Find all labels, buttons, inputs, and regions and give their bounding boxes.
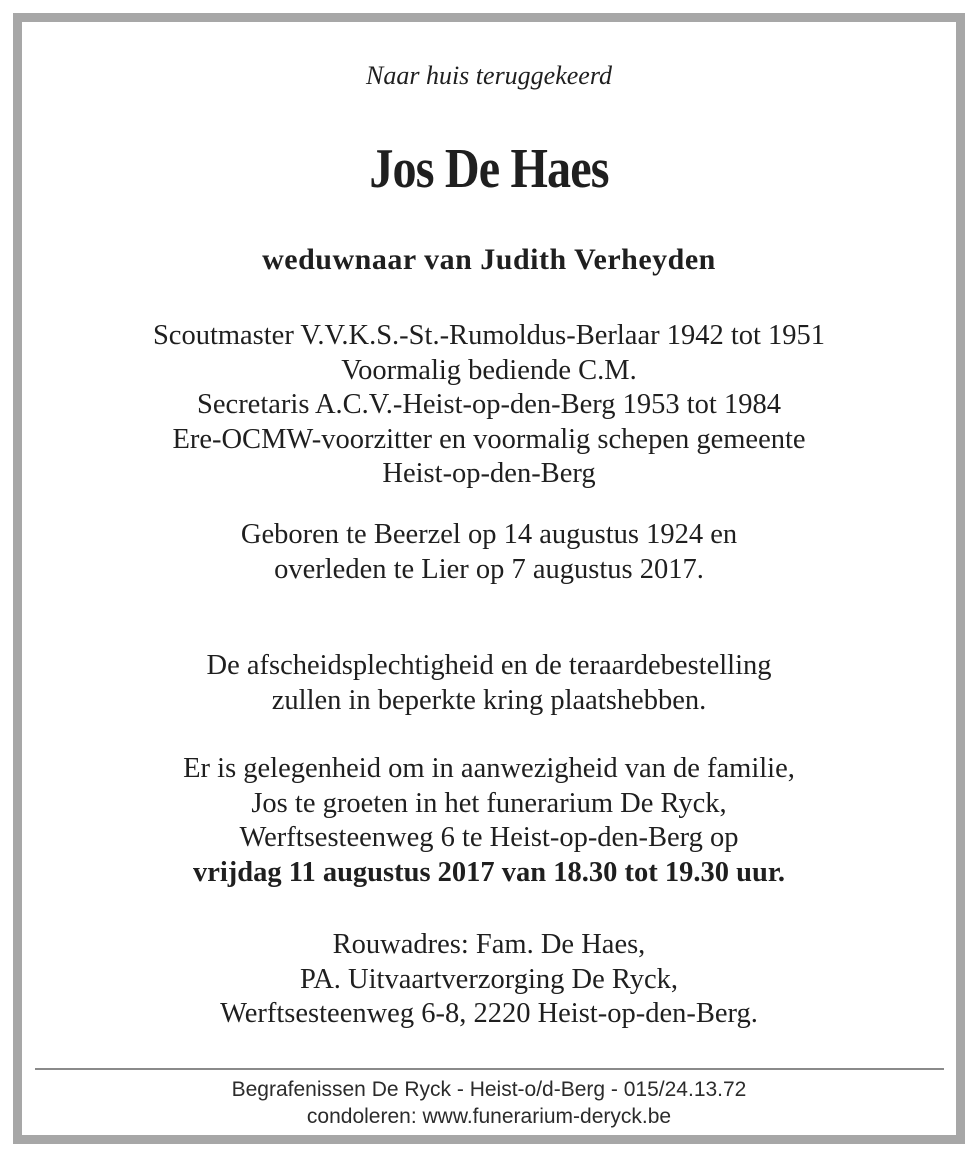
death-line: overleden te Lier op 7 augustus 2017. — [274, 553, 704, 585]
career-section — [22, 319, 956, 492]
condolence-link[interactable]: condoleren: www.funerarium-deryck.be — [306, 1105, 672, 1128]
visitation-line: Werftsesteenweg 6 te Heist-op-den-Berg op — [239, 822, 739, 853]
funeral-home-info: Begrafenissen De Ryck - Heist-o/d-Berg - 015/24.13.72 — [231, 1078, 747, 1101]
career-line: Secretaris A.C.V.-Heist-op-den-Berg 1953 tot 1984 — [197, 389, 781, 420]
birth-line: Geboren te Beerzel op 14 augustus 1924 en — [240, 519, 738, 550]
birth-death-section — [22, 518, 956, 587]
footer-divider — [35, 1068, 944, 1070]
address-section — [22, 928, 956, 1032]
address-line: Werftsesteenweg 6-8, 2220 Heist-op-den-Berg. — [220, 998, 758, 1029]
address-line: Rouwadres: Fam. De Haes, — [332, 929, 646, 960]
intro-text: Naar huis teruggekeerd — [366, 61, 612, 90]
funeral-line: zullen in beperkte kring plaatshebben. — [271, 684, 707, 716]
career-line: Heist-op-den-Berg — [382, 458, 596, 489]
visitation-line: Er is gelegenheid om in aanwezigheid van de familie, — [183, 753, 795, 784]
career-line: Voormalig bediende C.M. — [341, 354, 637, 386]
obituary-frame — [13, 13, 965, 1144]
footer — [22, 1076, 956, 1130]
address-line: PA. Uitvaartverzorging De Ryck, — [299, 963, 678, 995]
career-line: Scoutmaster V.V.K.S.-St.-Rumoldus-Berlaar 1942 tot 1951 — [152, 320, 826, 351]
visitation-section — [22, 752, 956, 890]
funeral-line: De afscheidsplechtigheid en de teraardebestelling — [206, 650, 772, 681]
spouse-line: weduwnaar van Judith Verheyden — [262, 243, 716, 276]
deceased-name: Jos De Haes — [369, 138, 609, 200]
visitation-line: Jos te groeten in het funerarium De Ryck, — [251, 787, 727, 819]
visitation-time: vrijdag 11 augustus 2017 van 18.30 tot 19.30 uur. — [192, 856, 785, 888]
funeral-section — [22, 649, 956, 718]
career-line: Ere-OCMW-voorzitter en voormalig schepen gemeente — [172, 423, 806, 455]
